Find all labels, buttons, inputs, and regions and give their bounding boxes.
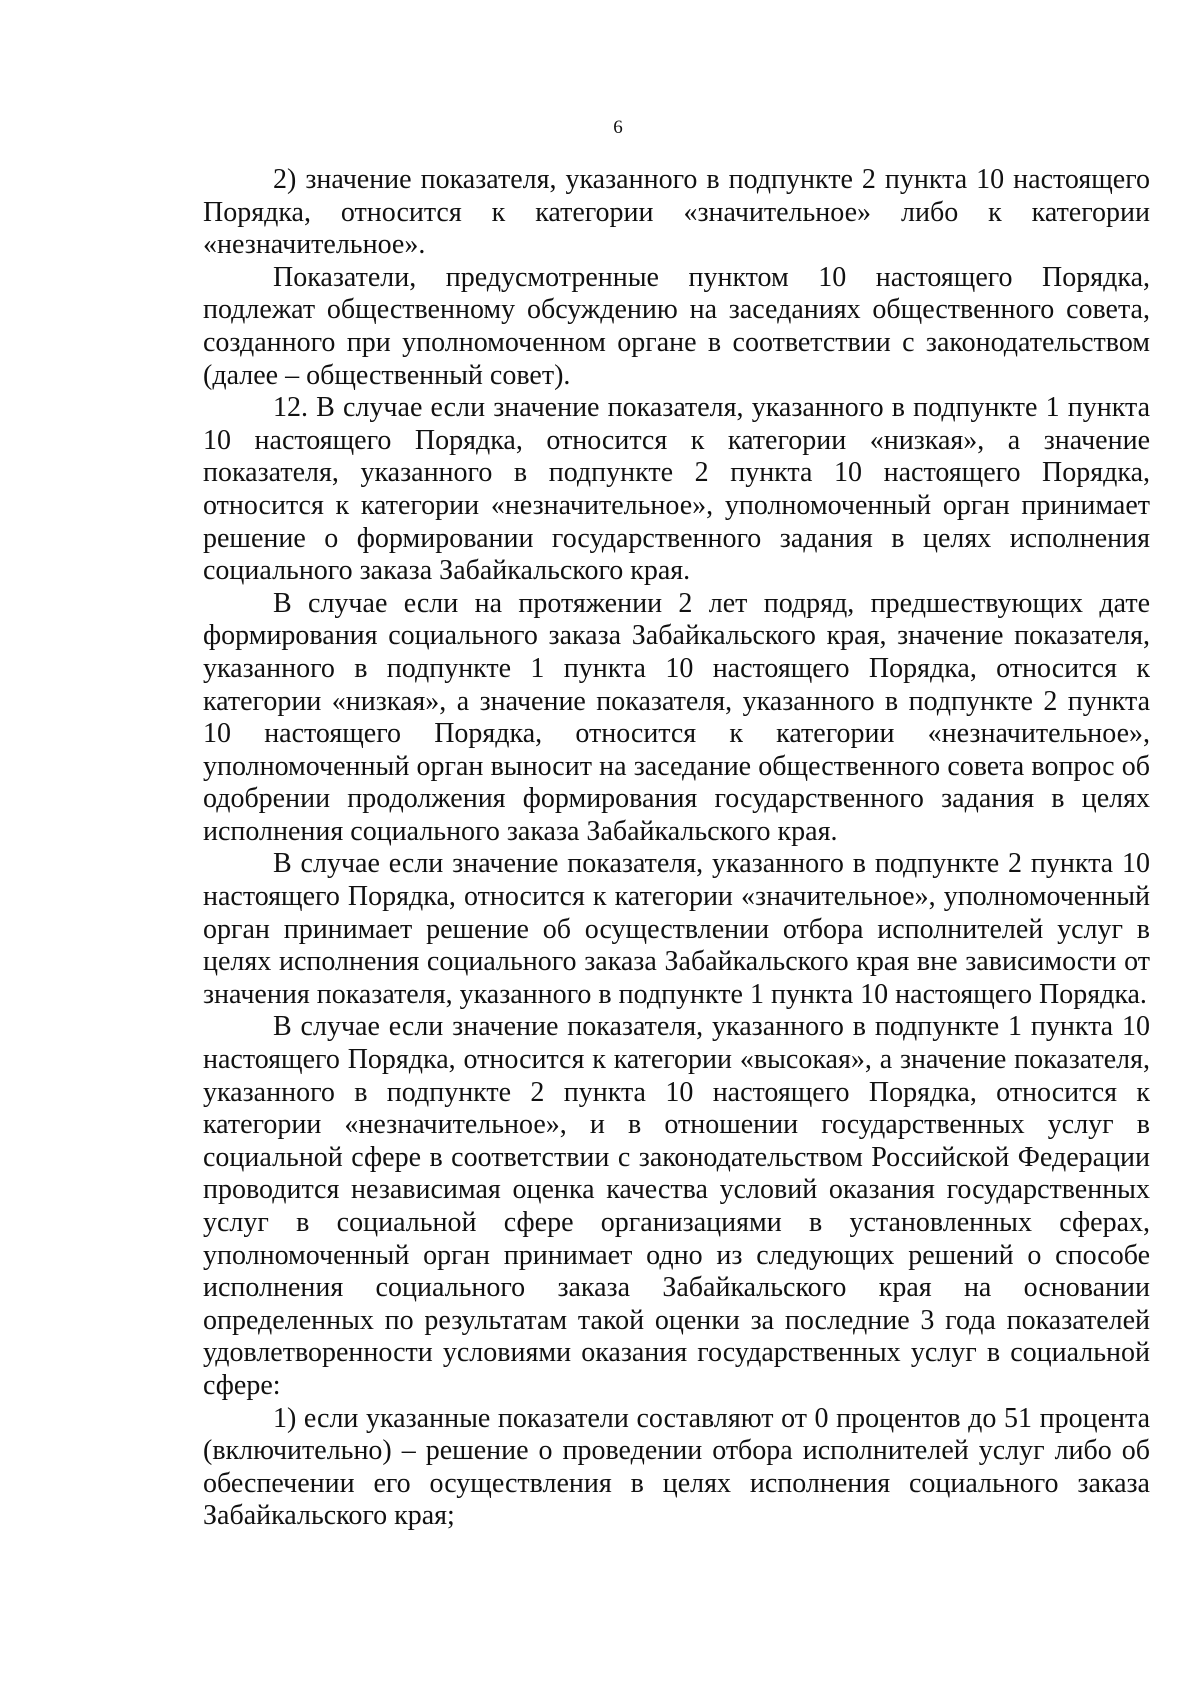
paragraph-item-2-clause: 2) значение показателя, указанного в подпункте 2 пункта 10 настоящего Порядка, относится к категории «значительное» либо к категории «незначительное». bbox=[203, 164, 1150, 261]
paragraph-sub-item-1: 1) если указанные показатели составляют от 0 процентов до 51 процента (включительно) – решение о проведении отбора исполнителей услуг либо об обеспечении его осуществления в целях исполнения социального заказа Забайкальского края; bbox=[203, 1402, 1150, 1532]
paragraph-public-discussion: Показатели, предусмотренные пунктом 10 настоящего Порядка, подлежат общественному обсуждению на заседаниях общественного совета, созданного при уполномоченном органе в соответствии с законодательством (далее – общественный совет). bbox=[203, 261, 1150, 391]
paragraph-two-years-case: В случае если на протяжении 2 лет подряд, предшествующих дате формирования социального заказа Забайкальского края, значение показателя, указанного в подпункте 1 пункта 10 настоящего Порядка, относится к категории «низкая», а значение показателя, указанного в подпункте 2 пункта 10 настоящего Порядка, относится к категории «незначительное», уполномоченный орган выносит на заседание общественного совета вопрос об одобрении продолжения формирования государственного задания в целях исполнения социального заказа Забайкальского края. bbox=[203, 587, 1150, 847]
paragraph-significant-case: В случае если значение показателя, указанного в подпункте 2 пункта 10 настоящего Порядка, относится к категории «значительное», уполномоченный орган принимает решение об осуществлении отбора исполнителей услуг в целях исполнения социального заказа Забайкальского края вне зависимости от значения показателя, указанного в подпункте 1 пункта 10 настоящего Порядка. bbox=[203, 848, 1150, 1010]
paragraph-high-category-case: В случае если значение показателя, указанного в подпункте 1 пункта 10 настоящего Порядка, относится к категории «высокая», а значение показателя, указанного в подпункте 2 пункта 10 настоящего Порядка, относится к категории «незначительное», и в отношении государственных услуг в социальной сфере в соответствии с законодательством Российской Федерации проводится независимая оценка качества условий оказания государственных услуг в социальной сфере организациями в установленных сферах, уполномоченный орган принимает одно из следующих решений о способе исполнения социального заказа Забайкальского края на основании определенных по результатам такой оценки за последние 3 года показателей удовлетворенности условиями оказания государственных услуг в социальной сфере: bbox=[203, 1011, 1150, 1401]
document-body bbox=[203, 164, 1150, 1533]
page-number: 6 bbox=[613, 117, 623, 138]
paragraph-section-12: 12. В случае если значение показателя, указанного в подпункте 1 пункта 10 настоящего Порядка, относится к категории «низкая», а значение показателя, указанного в подпункте 2 пункта 10 настоящего Порядка, относится к категории «незначительное», уполномоченный орган принимает решение о формировании государственного задания в целях исполнения социального заказа Забайкальского края. bbox=[203, 392, 1150, 587]
